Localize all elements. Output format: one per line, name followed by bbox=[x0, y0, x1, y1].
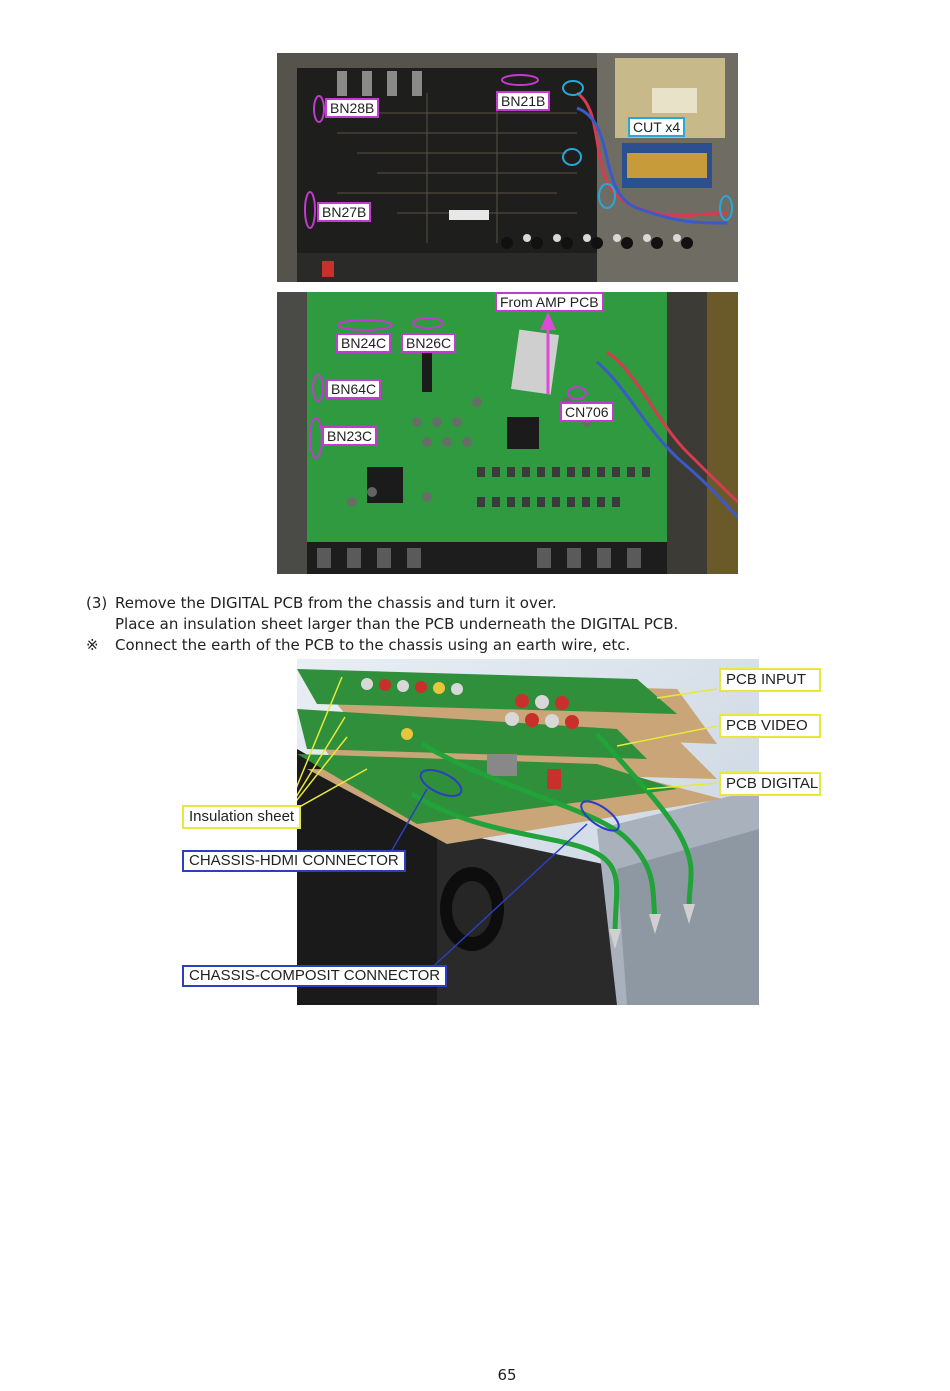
label-pcb-input: PCB INPUT bbox=[719, 668, 821, 692]
note-mark: ※ bbox=[86, 636, 99, 654]
step-line-1: Remove the DIGITAL PCB from the chassis and turn it over. bbox=[115, 594, 557, 612]
label-chassis-hdmi-connector: CHASSIS-HDMI CONNECTOR bbox=[182, 850, 406, 872]
label-pcb-video: PCB VIDEO bbox=[719, 714, 821, 738]
label-pcb-digital: PCB DIGITAL bbox=[719, 772, 821, 796]
label-bn26c: BN26C bbox=[401, 333, 456, 353]
label-from-amp-pcb: From AMP PCB bbox=[495, 292, 604, 312]
label-insulation-sheet: Insulation sheet bbox=[182, 805, 301, 829]
label-bn27b: BN27B bbox=[317, 202, 371, 222]
step-line-2: Place an insulation sheet larger than the PCB underneath the DIGITAL PCB. bbox=[115, 615, 679, 633]
page-number: 65 bbox=[497, 1366, 517, 1384]
label-cn706: CN706 bbox=[560, 402, 614, 422]
note-line: Connect the earth of the PCB to the chassis using an earth wire, etc. bbox=[115, 636, 631, 654]
label-bn28b: BN28B bbox=[325, 98, 379, 118]
label-bn64c: BN64C bbox=[326, 379, 381, 399]
label-bn23c: BN23C bbox=[322, 426, 377, 446]
photo-digital-pcb-green bbox=[277, 292, 738, 574]
label-bn24c: BN24C bbox=[336, 333, 391, 353]
label-cut-x4: CUT x4 bbox=[628, 117, 685, 137]
label-bn21b: BN21B bbox=[496, 91, 550, 111]
step-number: (3) bbox=[86, 594, 108, 612]
label-chassis-composit-connector: CHASSIS-COMPOSIT CONNECTOR bbox=[182, 965, 447, 987]
photo-digital-pcb-top bbox=[277, 53, 738, 282]
photo-stacked-pcbs bbox=[297, 659, 759, 1005]
